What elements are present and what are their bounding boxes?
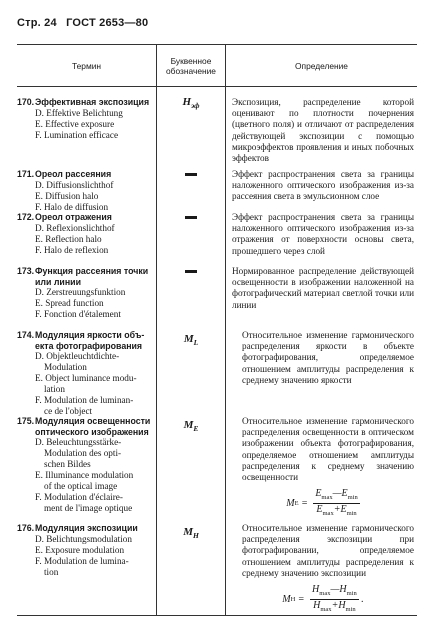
term-number: 173. [17, 266, 35, 276]
translation: D. Effektive Belichtung [35, 107, 123, 118]
translation: E. Object luminance modu- [35, 373, 137, 383]
page-number: Стр. 24 [17, 17, 57, 29]
term-cell [17, 416, 151, 514]
definition-cell: Экспозиция, распределение которой оценивают по плотности почернения (цветного поля) и отличают от распределения действующей экспозиции с помощью микроэффектов проявления и иных побочных эффектов [232, 97, 414, 164]
page-header [17, 18, 154, 29]
translation: Modulation des opti- [44, 448, 122, 458]
standard-code: ГОСТ 2653—80 [66, 17, 149, 29]
modulation-formula: M H = $\frac{H_{max}—H_{min}}{H_{max}+H_{min}}$ . [282, 584, 364, 614]
term-number: 170. [17, 97, 35, 107]
term-number: 171. [17, 169, 35, 179]
term-number: 174. [17, 330, 35, 340]
symbol-cell: $M_E$ [183, 419, 199, 434]
term-ru: Эффективная экспозиция [35, 97, 150, 107]
symbol-cell: $H_{эф}$ [182, 96, 200, 111]
term-ru: Модуляция экспозиции [35, 523, 138, 533]
term-number: 175. [17, 416, 35, 426]
column-header-term: Термин [71, 60, 102, 71]
term-cell [17, 212, 151, 256]
term-ru: Модуляция освещенности [35, 416, 151, 426]
modulation-formula: M E = $\frac{E_{max}—E_{min}}{E_{max}+E_{min}}$ [286, 488, 358, 518]
symbol-dash [157, 169, 225, 180]
definition-cell: Относительное изменение гармонического распределения экспозиции при фотографировании, определяемое отношением амплитуды распределения к среднему значению экспозиции M H = $\frac{H_{max}—H_{min}}{H_{max}+H_{min}}$ . [232, 523, 414, 615]
term-cell [17, 523, 151, 578]
term-translations [17, 108, 151, 141]
translation: F. Modulation de lumina- [35, 555, 129, 566]
translation: E. Effective exposure [35, 118, 115, 129]
translation: D. Diffusionslichthof [35, 179, 114, 190]
term-cell [17, 330, 151, 417]
column-divider [225, 45, 226, 615]
column-header-definition: Определение [295, 60, 348, 71]
translation: Modulation [44, 362, 87, 372]
translation: F. Modulation d'éclaire- [35, 492, 123, 502]
translation: F. Fonction d'étalement [35, 309, 121, 319]
term-translations [17, 287, 151, 320]
term-translations [17, 223, 151, 256]
symbol-dash [157, 266, 225, 277]
term-translations [17, 180, 151, 213]
term-cell [17, 266, 151, 320]
definition-cell: Эффект распространения света за границы наложенного оптического изображения из-за отражения от поверхности основы света, прошедшего через слой [232, 212, 414, 256]
term-translations [17, 351, 151, 417]
term-translations [17, 437, 151, 514]
definition-cell: Эффект распространения света за границы наложенного оптического изображения из-за рассеяния света в эмульсионном слое [232, 169, 414, 202]
symbol-cell: $M_H$ [183, 526, 199, 541]
symbol-dash [157, 212, 225, 223]
term-ru: Ореол отражения [35, 212, 112, 222]
definition-cell: Относительное изменение гармонического распределения яркости в объекте фотографирования, определяемое отношением амплитуды распределения к среднему значению яркости [242, 330, 414, 385]
translation: E. Diffusion halo [35, 190, 99, 201]
term-ru-continued: оптического изображения [35, 426, 149, 437]
translation: schen Bildes [44, 459, 91, 469]
translation: F. Lumination efficace [35, 129, 119, 140]
translation: D. Objektleuchtdichte- [35, 351, 120, 361]
term-ru: Функция рассеяния точки [35, 266, 149, 276]
translation: E. Spread function [35, 298, 104, 308]
term-number: 172. [17, 212, 35, 222]
term-cell [17, 169, 151, 213]
column-header-symbol: Буквенное обозначение [166, 55, 216, 76]
translation: F. Halo de reflexion [35, 244, 109, 255]
translation: F. Modulation de luminan- [35, 395, 134, 405]
translation: ce de l'object [44, 406, 93, 416]
terms-table [17, 44, 417, 616]
term-ru: Модуляция яркости объ- [35, 330, 145, 340]
header-divider [17, 86, 417, 87]
symbol-cell: $M_L$ [183, 333, 199, 348]
translation: lation [44, 384, 65, 394]
translation: of the optical image [44, 481, 118, 491]
translation: D. Belichtungsmodulation [35, 533, 132, 544]
translation: D. Reflexionslichthof [35, 222, 115, 233]
definition-cell: Нормированное распределение действующей освещенности в изображении наложенной на фотографический материал светлой точки или линии [232, 266, 414, 310]
translation: F. Halo de diffusion [35, 201, 109, 212]
term-number: 176. [17, 523, 35, 533]
translation: ment de l'image optique [44, 503, 133, 513]
translation: E. Illuminance modulation [35, 470, 134, 480]
translation: D. Beleuchtungsstärke- [35, 437, 122, 447]
definition-cell: Относительное изменение гармонического распределения освещенности в оптическом изображении объекта фотографирования, определяемое отношением амплитуды распределения к среднему значению освещенности M E = $\frac{E_{max}—E_{min}}{E_{max}+E_{min}}$ [232, 416, 414, 519]
term-ru-continued: или линии [35, 276, 81, 287]
term-ru-continued: екта фотографирования [35, 340, 143, 351]
term-ru: Ореол рассеяния [35, 169, 112, 179]
term-translations [17, 534, 151, 578]
translation: tion [44, 566, 59, 577]
translation: E. Exposure modulation [35, 544, 125, 555]
translation: E. Reflection halo [35, 233, 102, 244]
translation: D. Zerstreuungsfunktion [35, 287, 126, 297]
term-cell [17, 97, 151, 141]
